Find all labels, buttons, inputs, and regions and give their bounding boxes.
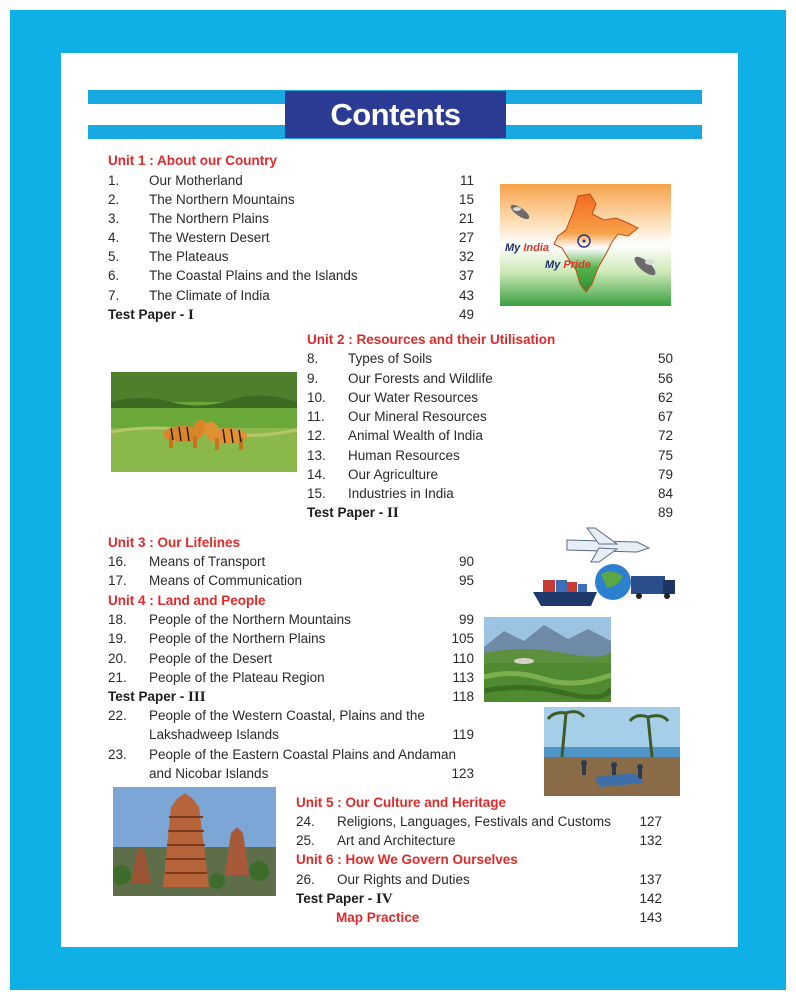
test-paper-entry[interactable]	[296, 891, 662, 907]
page-number: 32	[458, 249, 474, 264]
toc-entry[interactable]	[307, 486, 673, 502]
chapter-number: 18.	[108, 612, 127, 627]
chapter-title: Our Mineral Resources	[348, 409, 487, 424]
toc-entry[interactable]	[108, 211, 474, 227]
toc-entry[interactable]	[307, 390, 673, 406]
toc-entry[interactable]	[296, 872, 662, 888]
svg-text:My India	[505, 242, 549, 254]
chapter-number: 22.	[108, 708, 127, 723]
chapter-title: Art and Architecture	[337, 833, 456, 848]
chapter-number: 20.	[108, 651, 127, 666]
chapter-number: 21.	[108, 670, 127, 685]
chapter-number: 5.	[108, 249, 120, 264]
page-number: 90	[458, 554, 474, 569]
page-number: 72	[657, 428, 673, 443]
toc-entry[interactable]	[108, 708, 474, 724]
chapter-number: 9.	[307, 371, 319, 386]
test-paper-numeral: IV	[376, 891, 393, 907]
chapter-title: The Northern Plains	[149, 211, 270, 226]
chapter-title: People of the Desert	[149, 651, 273, 666]
page-number: 127	[639, 814, 662, 829]
chapter-title-continued: and Nicobar Islands	[149, 766, 269, 781]
page-number: 143	[639, 910, 662, 925]
page-number: 11	[459, 173, 474, 188]
toc-entry[interactable]	[296, 833, 662, 849]
toc-entry[interactable]	[108, 173, 474, 189]
chapter-title: People of the Western Coastal, Plains and the	[149, 708, 425, 723]
unit-3-heading: Unit 3 : Our Lifelines	[108, 535, 241, 550]
chapter-title: Types of Soils	[348, 351, 433, 366]
chapter-number: 8.	[307, 351, 319, 366]
map-caption-word: India	[523, 242, 550, 254]
chapter-title: Religions, Languages, Festivals and Customs	[337, 814, 611, 829]
page-title: Contents	[285, 91, 506, 138]
chapter-number: 1.	[108, 173, 120, 188]
temple-image	[113, 787, 276, 896]
page-number: 110	[452, 651, 474, 666]
chapter-title: The Climate of India	[149, 288, 270, 303]
chapter-title: The Northern Mountains	[149, 192, 295, 207]
toc-entry[interactable]	[108, 612, 474, 628]
unit-2-heading: Unit 2 : Resources and their Utilisation	[307, 332, 556, 347]
tigers-image	[111, 372, 297, 472]
test-paper-entry[interactable]	[307, 505, 673, 521]
page-number: 21	[458, 211, 474, 226]
page-number: 56	[657, 371, 673, 386]
toc-entry[interactable]	[108, 651, 474, 667]
map-practice-label: Map Practice	[336, 910, 420, 925]
toc-entry[interactable]	[108, 631, 474, 647]
toc-entry[interactable]	[108, 670, 474, 686]
map-caption-word: My	[505, 242, 524, 254]
page-number: 99	[458, 612, 474, 627]
chapter-number: 6.	[108, 268, 120, 283]
unit-1-heading: Unit 1 : About our Country	[108, 153, 277, 168]
chapter-number: 3.	[108, 211, 120, 226]
test-paper-entry[interactable]	[108, 307, 474, 323]
chapter-number: 17.	[108, 573, 127, 588]
toc-entry-continued[interactable]	[108, 727, 474, 743]
chapter-title: People of the Northern Plains	[149, 631, 326, 646]
map-practice-entry[interactable]	[296, 910, 662, 926]
page-number: 50	[657, 351, 673, 366]
chapter-title: Means of Communication	[149, 573, 303, 588]
chapter-number: 15.	[307, 486, 326, 501]
chapter-title: Our Water Resources	[348, 390, 479, 405]
page-number: 27	[458, 230, 474, 245]
test-paper-label: Test Paper -	[108, 307, 189, 322]
transport-image	[527, 522, 679, 614]
toc-entry[interactable]	[307, 428, 673, 444]
toc-entry[interactable]	[307, 351, 673, 367]
toc-entry[interactable]	[296, 814, 662, 830]
page-number: 142	[639, 891, 662, 906]
chapter-number: 4.	[108, 230, 120, 245]
page-number: 43	[458, 288, 474, 303]
chapter-title: Our Rights and Duties	[337, 872, 470, 887]
chapter-number: 11.	[307, 409, 325, 424]
chapter-number: 23.	[108, 747, 127, 762]
page-number: 75	[657, 448, 673, 463]
toc-entry[interactable]	[307, 371, 673, 387]
chapter-title: The Western Desert	[149, 230, 270, 245]
test-paper-numeral: II	[387, 505, 399, 521]
test-paper-label: Test Paper -	[307, 505, 388, 520]
chapter-title: Our Motherland	[149, 173, 243, 188]
chapter-number: 19.	[108, 631, 127, 646]
chapter-title: People of the Northern Mountains	[149, 612, 351, 627]
chapter-title-continued: Lakshadweep Islands	[149, 727, 279, 742]
page-number: 118	[452, 689, 474, 704]
chapter-number: 24.	[296, 814, 315, 829]
page-number: 62	[657, 390, 673, 405]
chapter-title: People of the Plateau Region	[149, 670, 325, 685]
chapter-number: 25.	[296, 833, 315, 848]
chapter-number: 12.	[307, 428, 326, 443]
toc-entry[interactable]	[108, 747, 474, 763]
test-paper-entry[interactable]	[108, 689, 474, 705]
chapter-number: 2.	[108, 192, 120, 207]
chapter-title: The Plateaus	[149, 249, 229, 264]
chapter-title: Industries in India	[348, 486, 454, 501]
page-number: 119	[452, 727, 474, 742]
unit-5-heading: Unit 5 : Our Culture and Heritage	[296, 795, 507, 810]
page-number: 37	[458, 268, 474, 283]
toc-entry[interactable]	[307, 467, 673, 483]
chapter-title: Our Agriculture	[348, 467, 439, 482]
india-map-image	[500, 184, 671, 306]
toc-entry[interactable]	[108, 573, 474, 589]
page-number: 132	[639, 833, 662, 848]
page-number: 67	[657, 409, 673, 424]
test-paper-numeral: I	[188, 307, 194, 323]
chapter-title: Means of Transport	[149, 554, 266, 569]
toc-entry[interactable]	[108, 554, 474, 570]
page-number: 84	[657, 486, 673, 501]
page-number: 49	[458, 307, 474, 322]
chapter-title: Our Forests and Wildlife	[348, 371, 493, 386]
chapter-title: Human Resources	[348, 448, 460, 463]
page-number: 15	[458, 192, 474, 207]
map-caption-word: Pride	[563, 259, 591, 271]
unit-4-heading: Unit 4 : Land and People	[108, 593, 266, 608]
page-number: 95	[458, 573, 474, 588]
page-number: 105	[451, 631, 474, 646]
chapter-number: 13.	[307, 448, 326, 463]
chapter-title: The Coastal Plains and the Islands	[149, 268, 358, 283]
map-caption-word: My	[545, 259, 564, 271]
toc-entry[interactable]	[108, 288, 474, 304]
unit-6-heading: Unit 6 : How We Govern Ourselves	[296, 852, 518, 867]
toc-entry[interactable]	[307, 448, 673, 464]
toc-entry[interactable]	[108, 230, 474, 246]
toc-entry[interactable]	[108, 192, 474, 208]
toc-entry[interactable]	[307, 409, 673, 425]
page-number: 89	[657, 505, 673, 520]
toc-entry[interactable]	[108, 268, 474, 284]
chapter-title: People of the Eastern Coastal Plains and Andaman	[149, 747, 456, 762]
chapter-number: 26.	[296, 872, 315, 887]
chapter-number: 16.	[108, 554, 127, 569]
page-number: 123	[451, 766, 474, 781]
page-number: 137	[639, 872, 662, 887]
toc-entry[interactable]	[108, 249, 474, 265]
chapter-number: 7.	[108, 288, 120, 303]
chapter-title: Animal Wealth of India	[348, 428, 483, 443]
page-number: 79	[657, 467, 673, 482]
mountains-image	[484, 617, 611, 702]
chapter-number: 10.	[307, 390, 326, 405]
test-paper-label: Test Paper -	[296, 891, 377, 906]
page-number: 113	[452, 670, 474, 685]
toc-entry-continued[interactable]	[108, 766, 474, 782]
svg-text:My Pride	[545, 259, 591, 271]
test-paper-numeral: III	[188, 689, 206, 705]
test-paper-label: Test Paper -	[108, 689, 189, 704]
coastal-image	[544, 707, 680, 796]
chapter-number: 14.	[307, 467, 326, 482]
